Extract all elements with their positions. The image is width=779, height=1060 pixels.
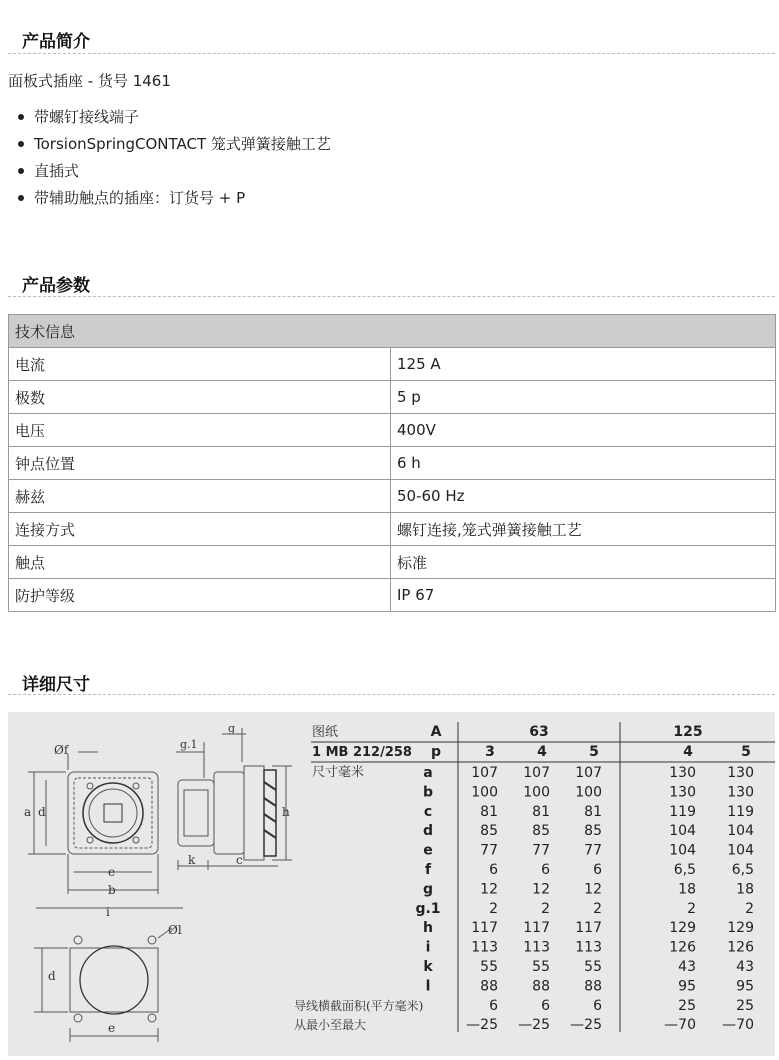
feature-list [8,106,331,214]
table-cell: 130 [669,784,696,801]
dimensions-heading: 详细尺寸 [22,675,90,695]
spec-row [9,381,776,414]
table-row-label: c [423,803,433,820]
table-cell: 107 [575,765,602,781]
cutout-view [34,928,172,1042]
table-range-label: 从最小至最大 [294,1018,367,1033]
table-cell: 55 [480,959,498,975]
table-cell: 6 [489,862,498,878]
table-cell: 6,5 [673,862,696,878]
intro-heading: 产品简介 [22,32,90,52]
dimension-drawing-panel [8,712,775,1056]
dim-label-l: Øl [168,923,182,937]
table-row-label: g.1 [415,900,441,917]
spec-key: 电压 [9,414,391,447]
spec-value: 6 h [391,447,776,480]
table-cell: 113 [575,939,602,956]
dim-label-e-cutout: e [108,1021,116,1035]
table-cell: 77 [532,842,550,859]
table-group-63: 63 [529,724,549,740]
table-cell: 100 [575,784,602,801]
table-range-cell: —25 [466,1017,498,1034]
table-cross-section-cell: 6 [593,997,602,1014]
table-cell: 77 [584,842,602,859]
spec-row [9,513,776,546]
table-cell: 129 [727,920,754,937]
spec-value: 125 A [391,348,776,381]
spec-row [9,546,776,579]
table-cell: 107 [471,765,498,781]
table-cell: 100 [471,784,498,801]
front-view [28,752,183,908]
side-view-hatch [264,782,276,838]
table-cell: 117 [523,920,550,937]
table-pole-cell: 4 [537,744,547,760]
table-cross-section-label: 导线横截面积(平方毫米) [294,998,424,1013]
table-cell: 88 [584,978,602,995]
product-description: 面板式插座 - 货号 1461 [8,72,171,90]
spec-row [9,480,776,513]
table-range-cell: —70 [664,1017,696,1034]
table-pole-cell: 5 [589,744,599,760]
table-cell: 117 [471,920,498,937]
table-range-cell: —25 [570,1017,602,1034]
table-cell: 77 [480,842,498,859]
table-cell: 6 [593,862,602,878]
spec-key: 电流 [9,348,391,381]
table-cell: 95 [678,978,696,995]
spec-table-header [9,315,776,348]
table-row-label: g [422,881,434,898]
table-row-label: l [425,978,431,995]
dim-label-a: a [24,805,32,819]
spec-row [9,447,776,480]
table-row-label: a [423,765,433,781]
table-cell: 12 [480,881,498,898]
spec-row [9,414,776,447]
spec-row [9,579,776,612]
table-cross-section-cell: 6 [489,997,498,1014]
dim-label-g1: g.1 [180,738,198,751]
table-row-label: h [423,920,433,937]
dim-label-b: b [108,883,116,897]
table-pole-row [485,744,751,760]
table-pole-cell: 5 [741,744,751,760]
spec-key: 连接方式 [9,513,391,546]
table-range-cell: —25 [518,1017,550,1034]
table-cell: 117 [575,920,602,937]
table-row-label: d [422,823,434,840]
intro-divider [8,53,775,54]
feature-item: 直插式 [8,160,331,187]
dim-label-d-front: d [38,805,46,819]
table-label-A: A [430,724,442,740]
table-cell: 119 [727,803,754,820]
table-label-unit: 尺寸毫米 [312,765,365,780]
table-pole-cell: 3 [485,744,495,760]
table-cell: 81 [480,803,498,820]
table-cell: 88 [532,978,550,995]
table-cell: 88 [480,978,498,995]
table-cell: 104 [669,842,696,859]
table-cell: 55 [532,959,550,975]
feature-item: 带辅助触点的插座：订货号 + P [8,187,331,214]
spec-row [9,348,776,381]
table-label-drawing: 图纸 [312,725,339,740]
spec-value: 标准 [391,546,776,579]
table-cell: 12 [532,881,550,898]
dim-label-h: h [282,805,290,819]
spec-value: 5 p [391,381,776,414]
table-row-label: k [423,959,433,975]
table-cell: 85 [532,823,550,840]
table-cell: 107 [523,765,550,781]
dim-label-k: k [188,853,196,867]
dim-label-i: i [106,905,110,919]
table-row-label: b [422,784,434,801]
table-cross-section-cell: 25 [678,997,696,1014]
table-cell: 130 [727,765,754,781]
dim-label-d-cutout: d [48,969,56,983]
table-cell: 18 [736,881,754,898]
table-pole-cell: 4 [683,744,693,760]
dim-label-e-front: e [108,865,116,879]
dim-label-g: g [228,722,236,735]
table-cell: 2 [541,900,550,917]
spec-table-header-cell: 技术信息 [9,315,776,348]
table-cell: 2 [687,900,696,917]
dim-label-c: c [236,853,243,867]
table-group-125: 125 [673,724,703,740]
params-divider [8,296,775,297]
spec-value: 400V [391,414,776,447]
table-cell: 126 [727,939,754,956]
spec-value: 螺钉连接,笼式弹簧接触工艺 [391,513,776,546]
table-cell: 6 [541,862,550,878]
spec-value: 50-60 Hz [391,480,776,513]
params-heading: 产品参数 [22,276,90,296]
table-cell: 81 [532,803,550,820]
table-cell: 81 [584,803,602,820]
dimensions-divider [8,694,775,695]
dim-label-f: Øf [54,743,69,757]
spec-value: IP 67 [391,579,776,612]
table-cell: 119 [669,803,696,820]
table-cell: 43 [736,959,754,975]
table-row-label: i [425,939,431,956]
table-cell: 2 [593,900,602,917]
table-cross-section-cell: 6 [541,997,550,1014]
table-cell: 85 [480,823,498,840]
spec-table [8,314,776,612]
table-cell: 126 [669,939,696,956]
spec-key: 触点 [9,546,391,579]
table-label-ref: 1 MB 212/258 [312,745,412,760]
table-cell: 104 [669,823,696,840]
table-dimension-rows [294,765,754,1033]
table-cell: 100 [523,784,550,801]
spec-key: 钟点位置 [9,447,391,480]
table-cell: 85 [584,823,602,840]
table-cell: 113 [523,939,550,956]
table-cell: 130 [669,765,696,781]
table-cell: 12 [584,881,602,898]
table-cell: 2 [489,900,498,917]
table-cell: 129 [669,920,696,937]
table-cell: 104 [727,823,754,840]
dimension-drawing [8,712,775,1056]
table-cell: 104 [727,842,754,859]
table-cross-section-cell: 25 [736,997,754,1014]
spec-key: 防护等级 [9,579,391,612]
table-cell: 18 [678,881,696,898]
table-cell: 43 [678,959,696,975]
feature-item: TorsionSpringCONTACT 笼式弹簧接触工艺 [8,133,331,160]
table-cell: 2 [745,900,754,917]
feature-item: 带螺钉接线端子 [8,106,331,133]
table-row-label: f [424,862,432,878]
table-cell: 55 [584,959,602,975]
table-cell: 130 [727,784,754,801]
spec-key: 极数 [9,381,391,414]
spec-key: 赫兹 [9,480,391,513]
table-label-p: p [430,744,442,760]
table-cell: 113 [471,939,498,956]
table-row-label: e [423,842,433,859]
table-cell: 6,5 [731,862,754,878]
table-range-cell: —70 [722,1017,754,1034]
table-cell: 95 [736,978,754,995]
